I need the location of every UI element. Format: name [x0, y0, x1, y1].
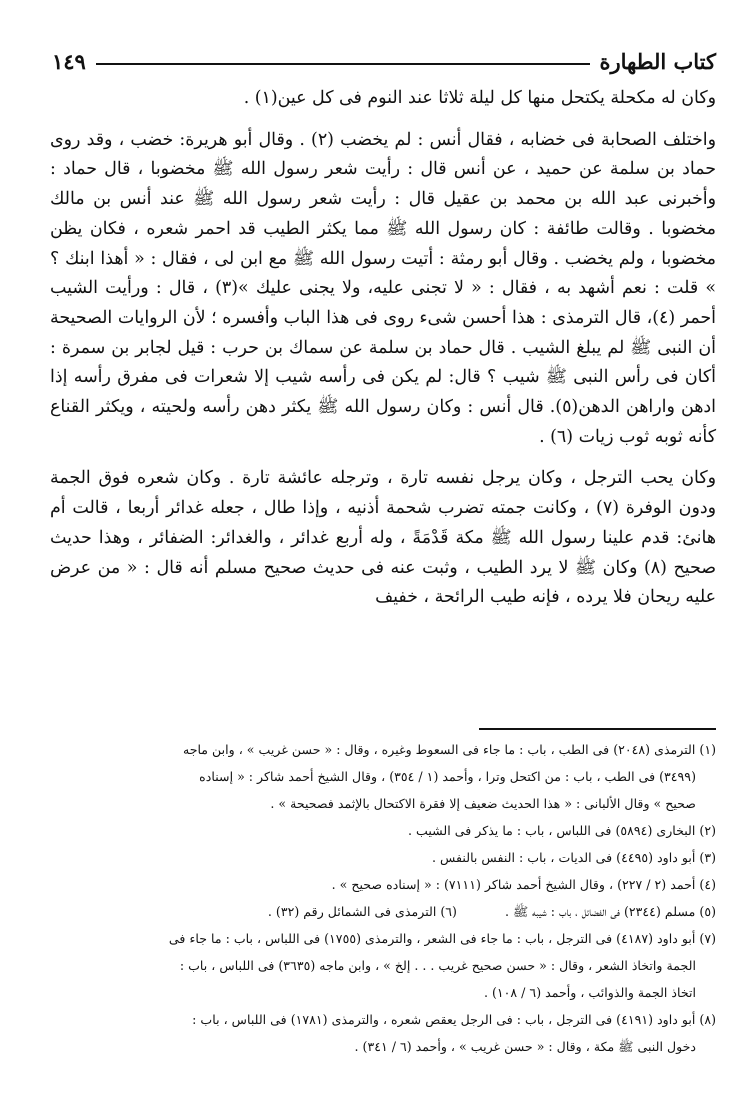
footnote-line: (١) الترمذى (٢٠٤٨) فى الطب ، باب : ما جاء فى السعوط وغيره ، وقال : « حسن غريب » ، وابن ماجه: [182, 742, 716, 757]
paragraph: وكان له مكحلة يكتحل منها كل ليلة ثلاثا عند النوم فى كل عين(١) .: [243, 88, 716, 108]
footnote-line: الجمة واتخاذ الشعر ، وقال : « حسن صحيح غريب . . . إلخ » ، وابن ماجه (٣٦٣٥) فى اللباس ، باب :: [179, 958, 696, 973]
footnote-separator: [479, 728, 716, 730]
chapter-title: كتاب الطهارة: [599, 48, 716, 74]
paragraph: واختلف الصحابة فى خضابه ، فقال أنس : لم يخضب (٢) . وقال أبو هريرة: خضب ، وقد روى حماد بن سلمة عن حميد ، عن أنس قال : رأيت شعر رسول الله ﷺ مخضوبا ، قال حماد : وأخبرنى عبد الله بن محمد بن عقيل قال : رأيت شعر رسول الله ﷺ عند أنس بن مالك مخضوبا . وقالت طائفة : كان رسول الله ﷺ مما يكثر الطيب قد احمر شعره ، فكان يظن مخضوبا ، ولم يخضب . وقال أبو رمثة : أتيت رسول الله ﷺ مع ابن لى ، فقال : « أهذا ابنك ؟ » قلت : نعم أشهد به ، فقال : « لا تجنى عليه، ولا يجنى عليك »(٣) ، قال : ورأيت الشيب أحمر (٤)، قال الترمذى : هذا أحسن شىء روى فى هذا الباب وأفسره ؛ لأن الروايات الصحيحة أن النبى ﷺ لم يبلغ الشيب . قال حماد بن سلمة عن سماك بن حرب : قيل لجابر بن سمرة : أكان فى رأس النبى ﷺ شيب ؟ قال: لم يكن فى رأسه شيب إلا شعرات فى مفرق رأسه إذا ادهن واراهن الدهن(٥). قال أنس : وكان رسول الله ﷺ يكثر دهن رأسه ولحيته ، ويكثر القناع كأنه ثوبه ثوب زيات (٦) .: [50, 129, 716, 447]
paragraph: وكان يحب الترجل ، وكان يرجل نفسه تارة ، وترجله عائشة تارة . وكان شعره فوق الجمة ودون الوفرة (٧) ، وكانت جمته تضرب شحمة أذنيه ، وإذا طال ، جعله غدائر أربعا ، قالت أم هانئ: قدم علينا رسول الله ﷺ مكة قَدْمَةً ، وله أربع غدائر ، والغدائر: الضفائر ، وهذا حديث صحيح (٨) وكان ﷺ لا يرد الطيب ، وثبت عنه فى حديث صحيح مسلم أنه قال : « من عرض عليه ريحان فلا يرده ، فإنه طيب الرائحة ، خفيف: [50, 468, 716, 608]
footnotes: [50, 736, 716, 1060]
footnote-line: (٥) مسلم (٢٣٤٤) فى الفضائل ، باب : شيبه ﷺ .: [504, 904, 716, 919]
footnote-line: (٣٤٩٩) فى الطب ، باب : من اكتحل وترا ، وأحمد (١ / ٣٥٤) ، وقال الشيخ أحمد شاكر : « إسناده: [199, 769, 696, 784]
footnote-line: (٤) أحمد (٢ / ٢٢٧) ، وقال الشيخ أحمد شاكر (٧١١١) : « إسناده صحيح » .: [331, 877, 716, 892]
footnote-line: (٣) أبو داود (٤٤٩٥) فى الديات ، باب : النفس بالنفس .: [432, 850, 716, 865]
footnote-line: (٧) أبو داود (٤١٨٧) فى الترجل ، باب : ما جاء فى الشعر ، والترمذى (١٧٥٥) فى اللباس ، باب : ما جاء فى: [168, 931, 716, 946]
footnote-line: صحيح » وقال الألبانى : « هذا الحديث ضعيف إلا فقرة الاكتحال بالإثمد فصحيحة » .: [270, 796, 696, 811]
main-text: [50, 84, 716, 613]
header-rule: [96, 63, 590, 65]
footnote-line: دخول النبى ﷺ مكة ، وقال : « حسن غريب » ، وأحمد (٦ / ٣٤١) .: [354, 1039, 696, 1054]
page-number: ١٤٩: [52, 48, 86, 74]
footnote-line: (٨) أبو داود (٤١٩١) فى الترجل ، باب : فى الرجل يعقص شعره ، والترمذى (١٧٨١) فى اللباس ، باب :: [192, 1012, 716, 1027]
footnote-pair: [50, 898, 716, 925]
running-header: [52, 44, 716, 78]
footnote-line: اتخاذ الجمة والذوائب ، وأحمد (٦ / ١٠٨) .: [483, 985, 696, 1000]
footnote-line: (٦) الترمذى فى الشمائل رقم (٣٢) .: [267, 904, 457, 919]
footnote-gap: [457, 898, 505, 925]
footnote-line: (٢) البخارى (٥٨٩٤) فى اللباس ، باب : ما يذكر فى الشيب .: [407, 823, 716, 838]
